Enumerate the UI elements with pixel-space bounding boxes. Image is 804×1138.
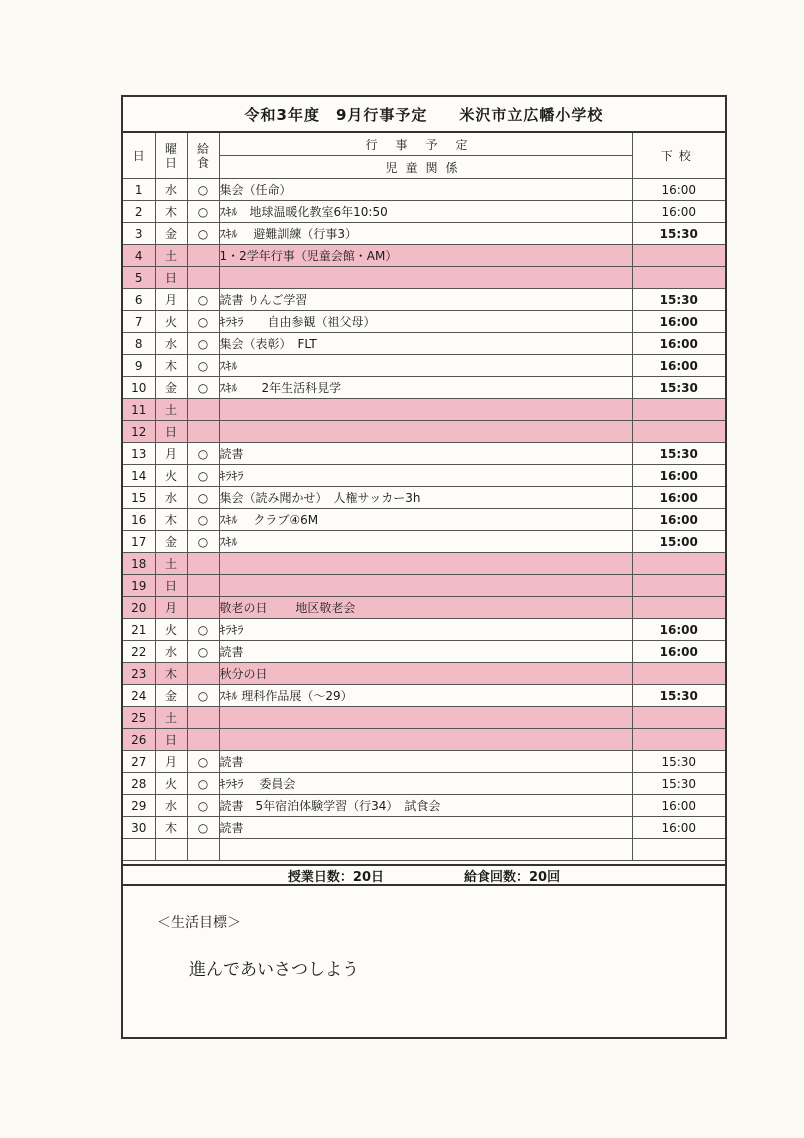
dow-cell: 木 [155,509,187,531]
date-cell: 4 [123,245,155,267]
date-cell: 20 [123,597,155,619]
dow-cell: 金 [155,377,187,399]
dow-cell: 土 [155,707,187,729]
lunch-cell: ○ [187,443,219,465]
dow-cell: 水 [155,333,187,355]
date-cell: 18 [123,553,155,575]
lunch-cell [187,707,219,729]
schedule-row [123,773,725,795]
dow-cell: 水 [155,179,187,201]
lunch-cell [187,663,219,685]
date-cell: 25 [123,707,155,729]
dismissal-cell: 16:00 [632,619,725,641]
schedule-row [123,289,725,311]
date-cell: 23 [123,663,155,685]
dismissal-cell: 15:00 [632,531,725,553]
date-cell: 21 [123,619,155,641]
date-cell: 24 [123,685,155,707]
event-cell [219,399,632,421]
date-cell: 15 [123,487,155,509]
lunch-cell [187,421,219,443]
date-cell: 2 [123,201,155,223]
date-cell: 8 [123,333,155,355]
lunch-cell: ○ [187,531,219,553]
event-cell: ｽｷﾙ 避難訓練（行事3） [219,223,632,245]
lunch-cell: ○ [187,201,219,223]
dow-cell: 日 [155,267,187,289]
lunch-cell: ○ [187,377,219,399]
date-cell: 29 [123,795,155,817]
schedule-row [123,729,725,751]
dismissal-cell [632,267,725,289]
schedule-table [123,133,725,861]
goal-heading: ＜生活目標＞ [157,915,241,931]
header-child: 児童関係 [219,156,632,179]
event-cell: ｽｷﾙ 理科作品展（～29） [219,685,632,707]
schedule-row [123,443,725,465]
dismissal-cell: 15:30 [632,685,725,707]
event-cell: 読書 [219,751,632,773]
dow-cell: 金 [155,223,187,245]
dismissal-cell [632,707,725,729]
schedule-sheet [121,95,727,1039]
lunch-cell: ○ [187,619,219,641]
schedule-row [123,333,725,355]
schedule-row [123,641,725,663]
date-cell: 28 [123,773,155,795]
date-cell: 16 [123,509,155,531]
dismissal-cell: 16:00 [632,333,725,355]
lunch-cell: ○ [187,311,219,333]
dow-cell: 水 [155,795,187,817]
dow-cell: 木 [155,817,187,839]
dismissal-cell: 16:00 [632,201,725,223]
dismissal-cell [632,597,725,619]
dismissal-cell: 15:30 [632,289,725,311]
dow-cell: 金 [155,685,187,707]
dow-cell: 月 [155,289,187,311]
lunch-cell: ○ [187,795,219,817]
schedule-row [123,399,725,421]
dismissal-cell: 16:00 [632,509,725,531]
dismissal-cell: 16:00 [632,817,725,839]
lunch-cell: ○ [187,487,219,509]
empty-cell [123,839,155,861]
date-cell: 7 [123,311,155,333]
dismissal-cell [632,663,725,685]
date-cell: 19 [123,575,155,597]
date-cell: 17 [123,531,155,553]
event-cell: ｽｷﾙ 地球温暖化教室6年10:50 [219,201,632,223]
dismissal-cell: 15:30 [632,377,725,399]
goal-text: 進んであいさつしよう [189,960,359,980]
date-cell: 3 [123,223,155,245]
schedule-row [123,201,725,223]
date-cell: 5 [123,267,155,289]
dow-cell: 木 [155,201,187,223]
schedule-row [123,465,725,487]
event-cell: 集会（表彰） FLT [219,333,632,355]
schedule-row [123,223,725,245]
summary-bar [123,864,725,886]
header-dow-label: 曜日 [165,141,178,170]
date-cell: 1 [123,179,155,201]
event-cell: 読書 5年宿泊体験学習（行34） 試食会 [219,795,632,817]
dow-cell: 日 [155,575,187,597]
schedule-row [123,487,725,509]
header-row-top [123,133,725,156]
schedule-row [123,179,725,201]
dow-cell: 火 [155,773,187,795]
date-cell: 12 [123,421,155,443]
event-cell: 敬老の日 地区敬老会 [219,597,632,619]
empty-cell [155,839,187,861]
dismissal-cell [632,421,725,443]
schedule-row [123,685,725,707]
lunch-cell [187,553,219,575]
event-cell: 読書 [219,443,632,465]
schedule-row [123,531,725,553]
dismissal-cell: 16:00 [632,179,725,201]
lunch-cell: ○ [187,773,219,795]
lunch-cell: ○ [187,641,219,663]
empty-row [123,839,725,861]
lunch-cell: ○ [187,289,219,311]
event-cell: 読書 [219,641,632,663]
event-cell: ｷﾗｷﾗ [219,619,632,641]
schedule-row [123,619,725,641]
schedule-row [123,267,725,289]
dismissal-cell: 15:30 [632,751,725,773]
schedule-row [123,245,725,267]
event-cell: ｽｷﾙ 2年生活科見学 [219,377,632,399]
lunch-cell: ○ [187,465,219,487]
lunch-count: 給食回数：20回 [464,869,561,885]
dismissal-cell: 16:00 [632,355,725,377]
empty-cell [219,839,632,861]
dow-cell: 水 [155,641,187,663]
event-cell: ｽｷﾙ [219,355,632,377]
event-cell: ｷﾗｷﾗ 自由参観（祖父母） [219,311,632,333]
dow-cell: 月 [155,597,187,619]
lunch-cell [187,575,219,597]
schedule-row [123,751,725,773]
lunch-cell: ○ [187,685,219,707]
event-cell: ｽｷﾙ クラブ④6M [219,509,632,531]
header-dow [155,133,187,179]
schedule-row [123,377,725,399]
event-cell: 1・2学年行事（児童会館・AM） [219,245,632,267]
dismissal-cell [632,575,725,597]
lunch-cell [187,597,219,619]
header-date: 日 [123,133,155,179]
lunch-cell: ○ [187,355,219,377]
event-cell [219,729,632,751]
date-cell: 27 [123,751,155,773]
date-cell: 6 [123,289,155,311]
dow-cell: 土 [155,553,187,575]
dismissal-cell: 16:00 [632,311,725,333]
dismissal-cell: 16:00 [632,795,725,817]
schedule-row [123,597,725,619]
lunch-cell: ○ [187,751,219,773]
event-cell: 秋分の日 [219,663,632,685]
empty-cell [187,839,219,861]
dismissal-cell: 16:00 [632,487,725,509]
schedule-row [123,509,725,531]
dismissal-cell [632,553,725,575]
dismissal-cell [632,729,725,751]
lunch-cell: ○ [187,509,219,531]
schedule-row [123,795,725,817]
dow-cell: 火 [155,619,187,641]
dismissal-cell: 15:30 [632,773,725,795]
event-cell: ｷﾗｷﾗ 委員会 [219,773,632,795]
event-cell [219,553,632,575]
schedule-row [123,355,725,377]
class-days: 授業日数：20日 [287,869,384,885]
event-cell: 集会（任命） [219,179,632,201]
date-cell: 26 [123,729,155,751]
event-cell: 集会（読み聞かせ） 人権サッカー3h [219,487,632,509]
schedule-row [123,817,725,839]
dismissal-cell: 15:30 [632,443,725,465]
date-cell: 14 [123,465,155,487]
dow-cell: 木 [155,355,187,377]
schedule-row [123,575,725,597]
lunch-cell [187,245,219,267]
dow-cell: 金 [155,531,187,553]
dismissal-cell [632,399,725,421]
dow-cell: 土 [155,245,187,267]
event-cell: 読書 [219,817,632,839]
lunch-cell [187,729,219,751]
date-cell: 13 [123,443,155,465]
header-dismissal: 下校 [632,133,725,179]
header-lunch [187,133,219,179]
date-cell: 22 [123,641,155,663]
lunch-cell: ○ [187,179,219,201]
page-title: 令和3年度 9月行事予定 米沢市立広幡小学校 [123,97,725,133]
schedule-row [123,421,725,443]
date-cell: 9 [123,355,155,377]
date-cell: 11 [123,399,155,421]
event-cell: 読書 りんご学習 [219,289,632,311]
dow-cell: 日 [155,421,187,443]
dismissal-cell: 16:00 [632,465,725,487]
schedule-row [123,553,725,575]
event-cell [219,421,632,443]
lunch-cell: ○ [187,223,219,245]
dismissal-cell: 15:30 [632,223,725,245]
lunch-cell: ○ [187,817,219,839]
dow-cell: 月 [155,751,187,773]
dow-cell: 水 [155,487,187,509]
dow-cell: 日 [155,729,187,751]
dow-cell: 月 [155,443,187,465]
event-cell: ｷﾗｷﾗ [219,465,632,487]
date-cell: 30 [123,817,155,839]
event-cell [219,575,632,597]
dow-cell: 木 [155,663,187,685]
event-cell [219,707,632,729]
lunch-cell: ○ [187,333,219,355]
dow-cell: 土 [155,399,187,421]
empty-cell [632,839,725,861]
dismissal-cell [632,245,725,267]
schedule-row [123,707,725,729]
dow-cell: 火 [155,311,187,333]
dismissal-cell: 16:00 [632,641,725,663]
event-cell: ｽｷﾙ [219,531,632,553]
date-cell: 10 [123,377,155,399]
lunch-cell [187,267,219,289]
schedule-row [123,311,725,333]
lunch-cell [187,399,219,421]
header-lunch-label: 給食 [197,141,210,170]
dow-cell: 火 [155,465,187,487]
header-events: 行事予定 [219,133,632,156]
schedule-row [123,663,725,685]
event-cell [219,267,632,289]
